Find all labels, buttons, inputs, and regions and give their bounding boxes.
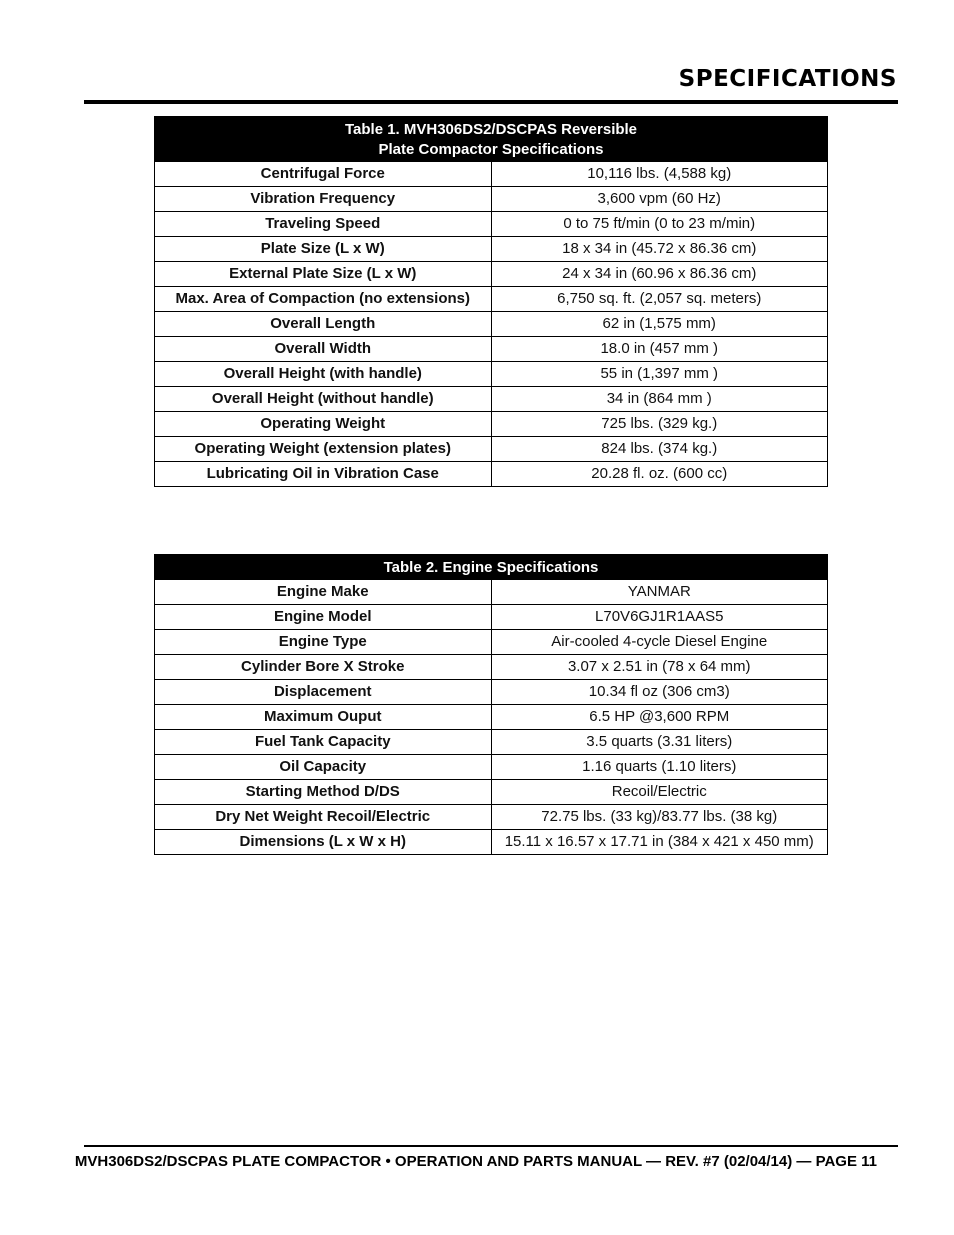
spec-label: Displacement [155, 680, 492, 705]
spec-label: Max. Area of Compaction (no extensions) [155, 287, 492, 312]
spec-value: 10.34 fl oz (306 cm3) [491, 680, 828, 705]
spec-value: L70V6GJ1R1AAS5 [491, 605, 828, 630]
spec-value: 20.28 fl. oz. (600 cc) [491, 462, 828, 487]
spec-value: Air-cooled 4-cycle Diesel Engine [491, 630, 828, 655]
spec-label: Overall Width [155, 337, 492, 362]
spec-value: 3.07 x 2.51 in (78 x 64 mm) [491, 655, 828, 680]
table-row [155, 580, 828, 605]
table-caption-row [155, 555, 828, 580]
spec-label: Overall Length [155, 312, 492, 337]
page-heading: SPECIFICATIONS [678, 66, 897, 92]
spec-value: 15.11 x 16.57 x 17.71 in (384 x 421 x 450 mm) [491, 830, 828, 855]
page-footer: MVH306DS2/DSCPAS PLATE COMPACTOR • OPERATION AND PARTS MANUAL — REV. #7 (02/04/14) — PAGE 11 [74, 1153, 877, 1170]
spec-label: Lubricating Oil in Vibration Case [155, 462, 492, 487]
engine-specifications-table [154, 554, 828, 855]
spec-label: Maximum Ouput [155, 705, 492, 730]
table-row [155, 755, 828, 780]
spec-value: 3.5 quarts (3.31 liters) [491, 730, 828, 755]
spec-label: Overall Height (without handle) [155, 387, 492, 412]
spec-label: External Plate Size (L x W) [155, 262, 492, 287]
spec-label: Engine Make [155, 580, 492, 605]
table-caption-row [155, 117, 828, 162]
table-row [155, 462, 828, 487]
table-row [155, 680, 828, 705]
spec-label: Operating Weight [155, 412, 492, 437]
spec-value: 24 x 34 in (60.96 x 86.36 cm) [491, 262, 828, 287]
spec-value: Recoil/Electric [491, 780, 828, 805]
spec-label: Starting Method D/DS [155, 780, 492, 805]
spec-value: 18.0 in (457 mm ) [491, 337, 828, 362]
spec-value: 72.75 lbs. (33 kg)/83.77 lbs. (38 kg) [491, 805, 828, 830]
table-row [155, 262, 828, 287]
table-row [155, 162, 828, 187]
table-row [155, 705, 828, 730]
spec-label: Overall Height (with handle) [155, 362, 492, 387]
table-caption-line: Table 1. MVH306DS2/DSCPAS Reversible [344, 121, 638, 138]
spec-value: 824 lbs. (374 kg.) [491, 437, 828, 462]
spec-value: 34 in (864 mm ) [491, 387, 828, 412]
spec-value: 6.5 HP @3,600 RPM [491, 705, 828, 730]
spec-value: 1.16 quarts (1.10 liters) [491, 755, 828, 780]
table-caption [155, 117, 828, 162]
spec-value: 6,750 sq. ft. (2,057 sq. meters) [491, 287, 828, 312]
compactor-specifications-table [154, 116, 828, 487]
spec-label: Dry Net Weight Recoil/Electric [155, 805, 492, 830]
spec-label: Dimensions (L x W x H) [155, 830, 492, 855]
table-row [155, 830, 828, 855]
table-row [155, 805, 828, 830]
spec-label: Operating Weight (extension plates) [155, 437, 492, 462]
table-row [155, 655, 828, 680]
spec-label: Traveling Speed [155, 212, 492, 237]
spec-label: Fuel Tank Capacity [155, 730, 492, 755]
spec-value: 55 in (1,397 mm ) [491, 362, 828, 387]
footer-rule [84, 1145, 898, 1147]
table-row [155, 437, 828, 462]
table-caption: Table 2. Engine Specifications [155, 555, 828, 580]
spec-label: Vibration Frequency [155, 187, 492, 212]
spec-label: Oil Capacity [155, 755, 492, 780]
table-row [155, 237, 828, 262]
spec-value: 0 to 75 ft/min (0 to 23 m/min) [491, 212, 828, 237]
table-row [155, 605, 828, 630]
spec-value: YANMAR [491, 580, 828, 605]
spec-label: Engine Model [155, 605, 492, 630]
table-row [155, 187, 828, 212]
spec-label: Plate Size (L x W) [155, 237, 492, 262]
spec-label: Cylinder Bore X Stroke [155, 655, 492, 680]
table-row [155, 412, 828, 437]
table-row [155, 312, 828, 337]
spec-value: 3,600 vpm (60 Hz) [491, 187, 828, 212]
table-row [155, 630, 828, 655]
spec-value: 62 in (1,575 mm) [491, 312, 828, 337]
table-caption-line: Plate Compactor Specifications [378, 141, 604, 158]
table-row [155, 337, 828, 362]
table-row [155, 362, 828, 387]
table-row [155, 387, 828, 412]
spec-label: Centrifugal Force [155, 162, 492, 187]
table-row [155, 730, 828, 755]
table-row [155, 287, 828, 312]
spec-value: 18 x 34 in (45.72 x 86.36 cm) [491, 237, 828, 262]
table-row [155, 780, 828, 805]
spec-label: Engine Type [155, 630, 492, 655]
spec-value: 725 lbs. (329 kg.) [491, 412, 828, 437]
heading-rule [84, 100, 898, 104]
spec-value: 10,116 lbs. (4,588 kg) [491, 162, 828, 187]
table-row [155, 212, 828, 237]
